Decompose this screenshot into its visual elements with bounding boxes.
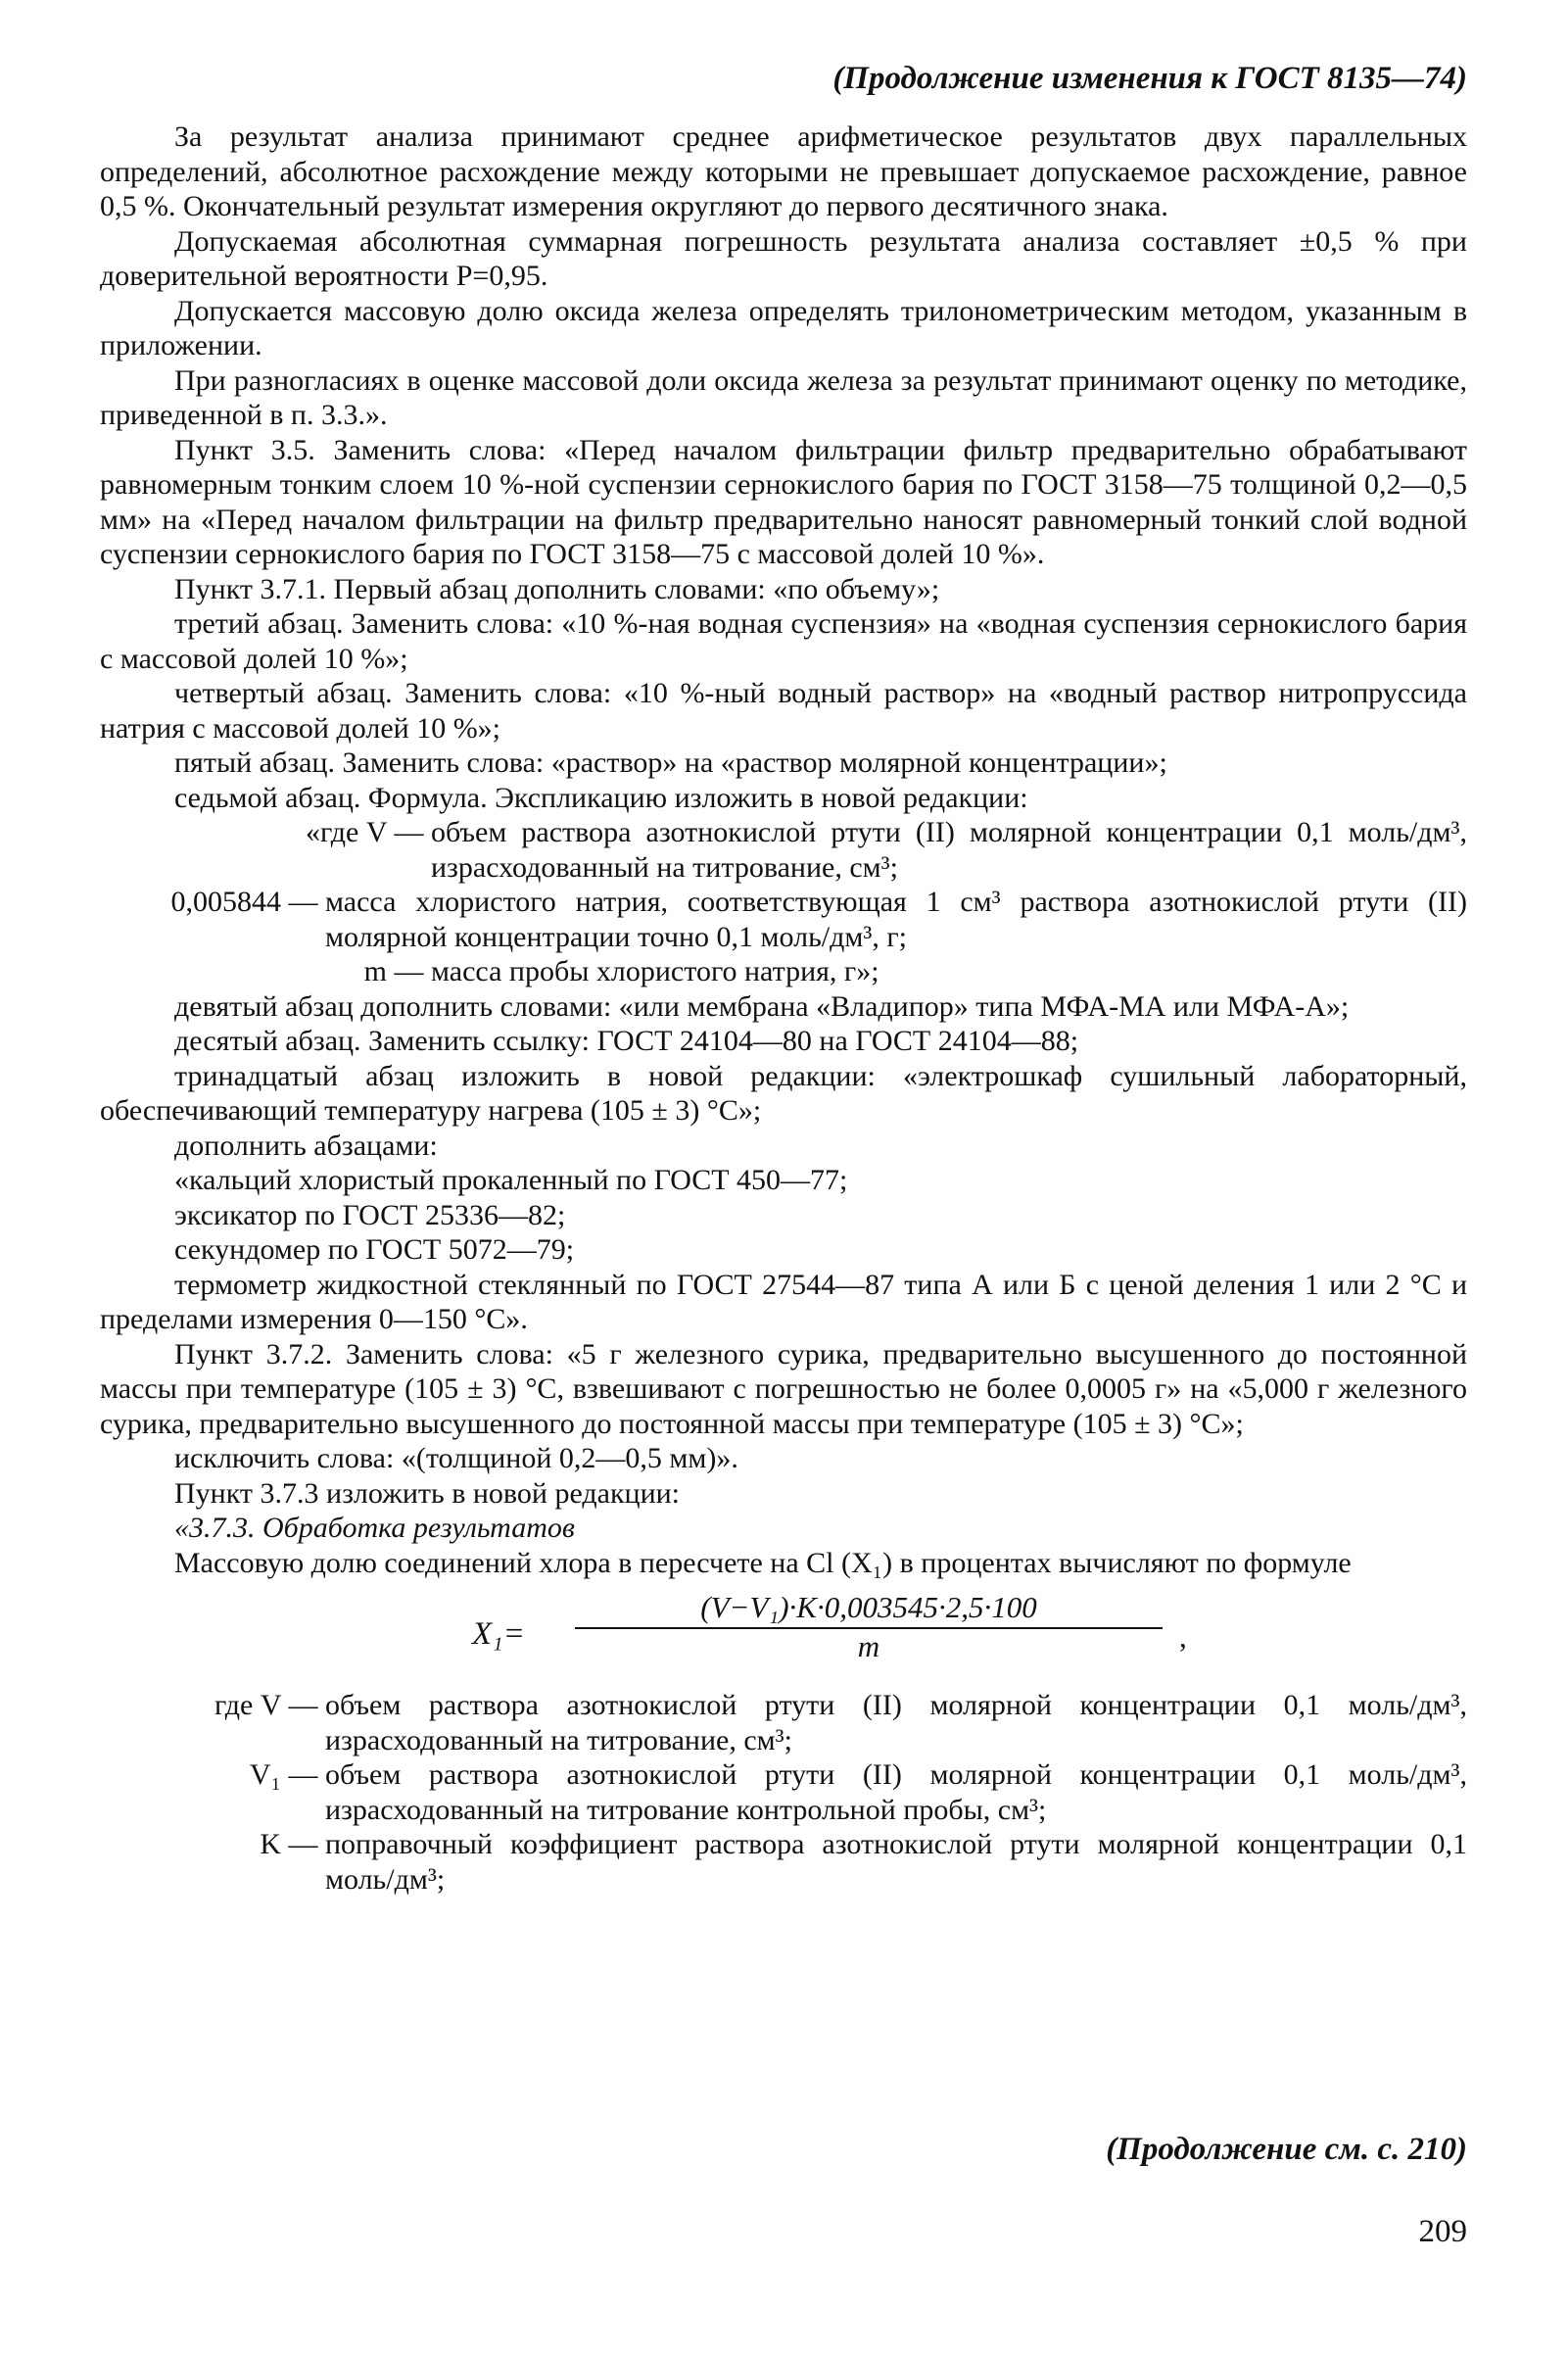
explication-text: объем раствора азотнокислой ртути (II) молярной концентрации 0,1 моль/дм³, израсходованный на титрование, см³;: [431, 816, 1467, 884]
explication-text: объем раствора азотнокислой ртути (II) молярной концентрации 0,1 моль/дм³, израсходованный на титрование контрольной пробы, см³;: [325, 1758, 1467, 1826]
paragraph: Допускаемая абсолютная суммарная погрешность результата анализа составляет ±0,5 % при доверительной вероятности P=0,95.: [100, 224, 1467, 292]
paragraph: пятый абзац. Заменить слова: «раствор» на «раствор молярной концентрации»;: [174, 746, 1167, 779]
paragraph: девятый абзац дополнить словами: «или мембрана «Владипор» типа МФА-МА или МФА-А»;: [174, 989, 1350, 1023]
paragraph: «кальций хлористый прокаленный по ГОСТ 450—77;: [174, 1164, 848, 1196]
paragraph: четвертый абзац. Заменить слова: «10 %-ный водный раствор» на «водный раствор нитропруссида натрия с массовой долей 10 %»;: [100, 677, 1467, 745]
paragraph: эксикатор по ГОСТ 25336—82;: [174, 1198, 566, 1231]
explication-item: [100, 1688, 1467, 1757]
body-text: [100, 120, 1467, 1897]
formula: [100, 1590, 1467, 1680]
explication-item: [100, 885, 1467, 954]
paragraph: дополнить абзацами:: [174, 1129, 438, 1162]
explication-symbol: 0,005844 —: [170, 886, 325, 918]
explication-symbol: «где V —: [305, 816, 431, 848]
paragraph: седьмой абзац. Формула. Экспликацию изложить в новой редакции:: [174, 781, 1028, 814]
explication-item: [100, 1827, 1467, 1897]
section-title: «3.7.3. Обработка результатов: [174, 1512, 575, 1544]
explication-item: [100, 1757, 1467, 1827]
explication-symbol: K —: [260, 1828, 325, 1860]
paragraph: Пункт 3.5. Заменить слова: «Перед началом фильтрации фильтр предварительно обрабатывают равномерным тонким слоем 10 %-ной суспензии сернокислого бария по ГОСТ 3158—75 толщиной 0,2—0,5 мм» на «Перед началом фильтрации на фильтр предварительно наносят равномерный тонкий слой водной суспензии сернокислого бария по ГОСТ 3158—75 с массовой долей 10 %».: [100, 433, 1467, 570]
explication-symbol: m —: [363, 955, 431, 987]
continuation-footer: (Продолжение см. с. 210): [1106, 2132, 1467, 2167]
paragraph: тринадцатый абзац изложить в новой редакции: «электрошкаф сушильный лабораторный, обеспечивающий температуру нагрева (105 ± 3) °С»;: [100, 1059, 1467, 1127]
formula-denominator: m: [857, 1628, 880, 1663]
paragraph: Массовую долю соединений хлора в пересчете на Cl (X₁) в процентах вычисляют по формуле: [174, 1546, 1352, 1579]
explication-text: объем раствора азотнокислой ртути (II) молярной концентрации 0,1 моль/дм³, израсходованный на титрование, см³;: [325, 1689, 1467, 1756]
explication-text: поправочный коэффициент раствора азотнокислой ртути молярной концентрации 0,1 моль/дм³;: [325, 1828, 1467, 1896]
explication-symbol: V₁ —: [249, 1758, 325, 1791]
formula-trail: ,: [1179, 1619, 1187, 1654]
formula-fraction: [575, 1590, 1163, 1663]
paragraph: исключить слова: «(толщиной 0,2—0,5 мм)».: [174, 1442, 738, 1474]
paragraph: Пункт 3.7.3 изложить в новой редакции:: [174, 1476, 681, 1510]
paragraph: третий абзац. Заменить слова: «10 %-ная водная суспензия» на «водная суспензия сернокислого бария с массовой долей 10 %»;: [100, 607, 1467, 675]
continuation-header: (Продолжение изменения к ГОСТ 8135—74): [832, 61, 1467, 96]
explication-text: масса хлористого натрия, соответствующая 1 см³ раствора азотнокислой ртути (II) молярной концентрации точно 0,1 моль/дм³, г;: [325, 886, 1467, 953]
explication-item: [100, 954, 1467, 989]
paragraph: секундомер по ГОСТ 5072—79;: [174, 1233, 575, 1266]
page-number: 209: [1418, 2214, 1467, 2249]
formula-lhs: X₁=: [472, 1616, 525, 1652]
paragraph: Допускается массовую долю оксида железа определять трилонометрическим методом, указанным в приложении.: [100, 294, 1467, 361]
paragraph: десятый абзац. Заменить ссылку: ГОСТ 24104—80 на ГОСТ 24104—88;: [174, 1025, 1079, 1057]
paragraph: За результат анализа принимают среднее арифметическое результатов двух параллельных определений, абсолютное расхождение между которыми не превышает допускаемое расхождение, равное 0,5 %. Окончательный результат измерения округляют до первого десятичного знака.: [100, 120, 1467, 222]
paragraph: При разногласиях в оценке массовой доли оксида железа за результат принимают оценку по методике, приведенной в п. 3.3.».: [100, 363, 1467, 431]
explication-symbol: где V —: [214, 1689, 325, 1721]
paragraph: Пункт 3.7.2. Заменить слова: «5 г железного сурика, предварительно высушенного до постоянной массы при температуре (105 ± 3) °С, взвешивают с погрешностью не более 0,0005 г» на «5,000 г железного сурика, предварительно высушенного до постоянной массы при температуре (105 ± 3) °С»;: [100, 1337, 1467, 1440]
explication-text: масса пробы хлористого натрия, г»;: [431, 955, 879, 987]
paragraph: Пункт 3.7.1. Первый абзац дополнить словами: «по объему»;: [174, 572, 940, 605]
explication-item: [100, 815, 1467, 885]
formula-numerator: (V−V₁)·K·0,003545·2,5·100: [700, 1590, 1037, 1624]
paragraph: термометр жидкостной стеклянный по ГОСТ 27544—87 типа А или Б с ценой деления 1 или 2 °С и пределами измерения 0—150 °С».: [100, 1268, 1467, 1335]
